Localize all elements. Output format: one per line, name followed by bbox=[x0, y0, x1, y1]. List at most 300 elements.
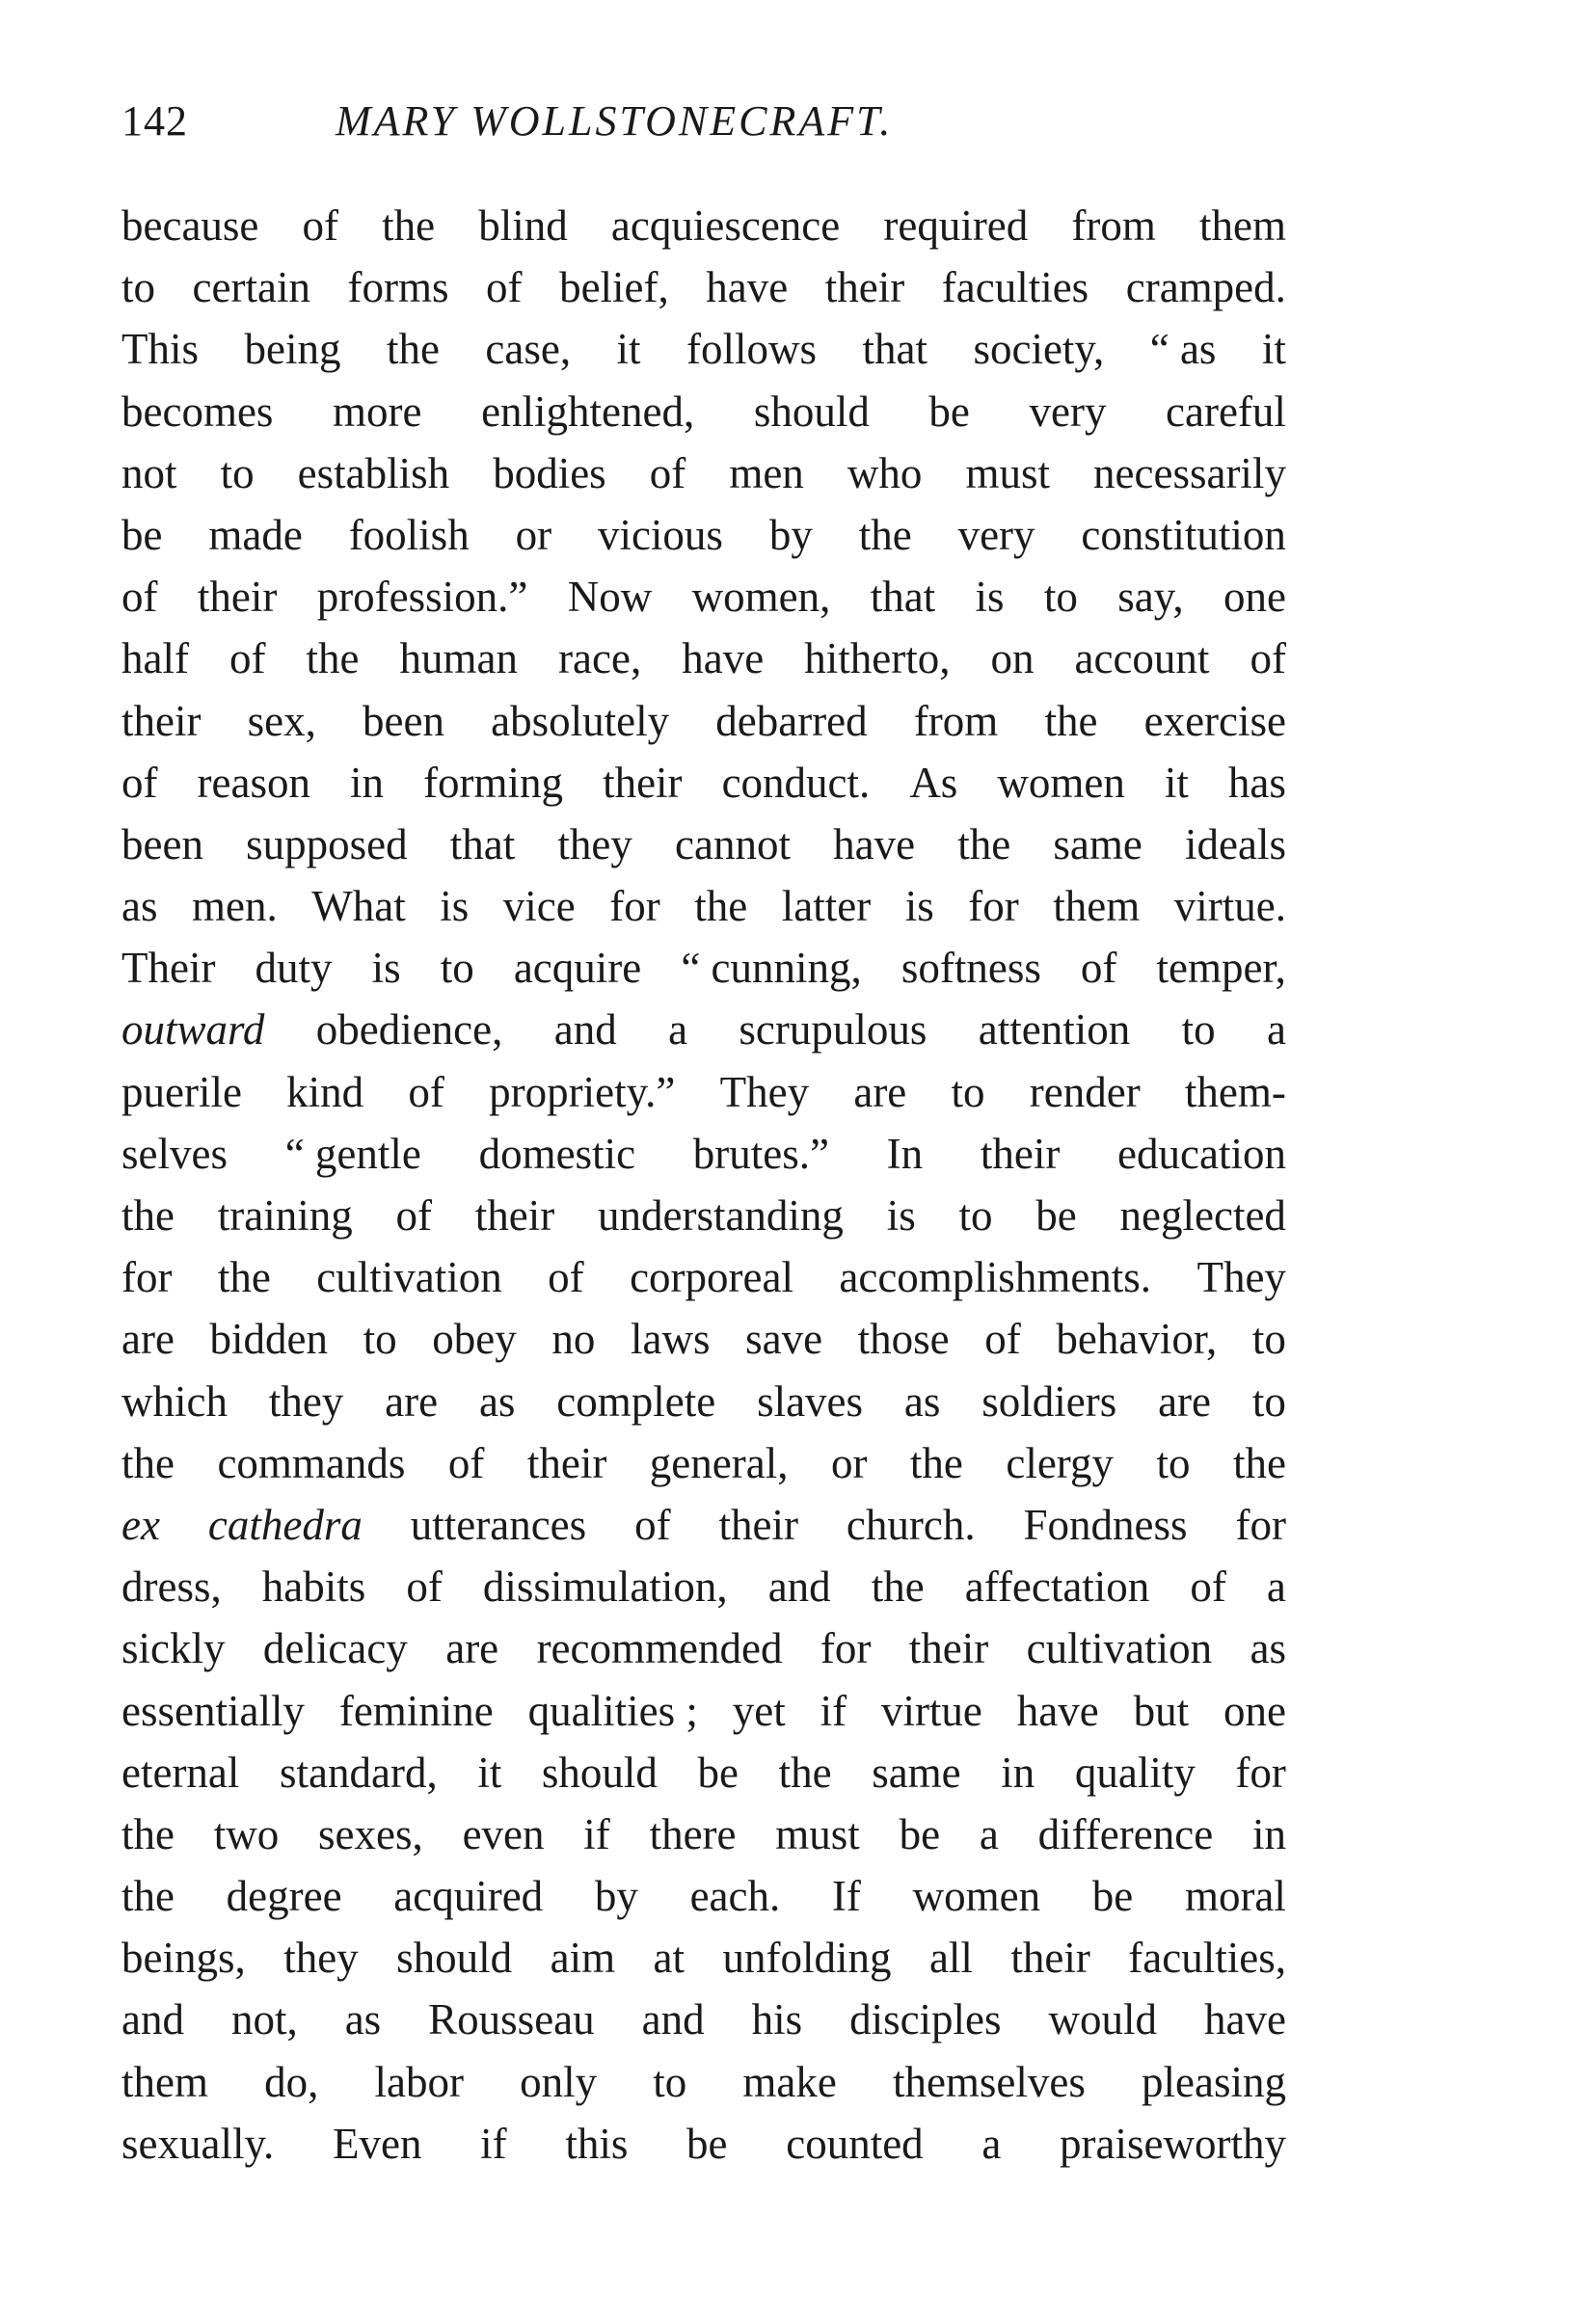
word: be bbox=[1035, 1191, 1077, 1240]
word: very bbox=[957, 510, 1035, 559]
text-line bbox=[121, 256, 1286, 318]
word: behavior, bbox=[1056, 1315, 1218, 1364]
word: utterances bbox=[410, 1500, 587, 1549]
word: of bbox=[649, 448, 686, 497]
word: sexually. bbox=[121, 2119, 275, 2168]
word: vicious bbox=[597, 510, 723, 559]
word: have bbox=[833, 819, 916, 868]
word: exercise bbox=[1143, 696, 1286, 745]
word: and bbox=[553, 1005, 617, 1055]
word: praiseworthy bbox=[1060, 2119, 1286, 2168]
word: faculties bbox=[941, 263, 1089, 312]
word: to bbox=[1251, 1376, 1286, 1426]
word: follows bbox=[686, 325, 818, 374]
word: only bbox=[520, 2057, 598, 2106]
word: are bbox=[445, 1624, 499, 1673]
word: of bbox=[548, 1253, 584, 1302]
word: to bbox=[951, 1067, 985, 1116]
text-line bbox=[121, 752, 1286, 814]
word: to bbox=[653, 2057, 687, 2106]
word: be bbox=[686, 2119, 728, 2168]
word: at bbox=[653, 1934, 685, 1983]
word: Even bbox=[332, 2119, 422, 2168]
word: women bbox=[912, 1872, 1041, 1921]
word: for bbox=[1235, 1500, 1286, 1549]
word: as bbox=[478, 1376, 516, 1426]
word: of bbox=[1080, 944, 1117, 993]
word: they bbox=[268, 1376, 344, 1426]
word: would bbox=[1048, 1995, 1158, 2044]
word: slaves bbox=[757, 1376, 864, 1426]
word: made bbox=[208, 510, 303, 559]
word: education bbox=[1117, 1129, 1286, 1178]
word: for bbox=[1235, 1748, 1286, 1797]
word: accomplishments. bbox=[839, 1253, 1152, 1302]
word: required bbox=[883, 201, 1029, 250]
word: careful bbox=[1166, 387, 1286, 436]
word: dissimulation, bbox=[482, 1563, 728, 1612]
word: because bbox=[121, 201, 259, 250]
text-line bbox=[121, 1185, 1286, 1246]
word: themselves bbox=[892, 2057, 1086, 2106]
text-line bbox=[121, 381, 1286, 442]
word: As bbox=[909, 758, 958, 807]
word: must bbox=[775, 1809, 860, 1858]
word: They bbox=[719, 1067, 810, 1116]
word: if bbox=[480, 2119, 507, 2168]
word: them bbox=[1053, 882, 1141, 931]
word: as bbox=[121, 882, 158, 931]
word: which bbox=[121, 1376, 228, 1426]
word: “ as bbox=[1149, 325, 1217, 374]
text-line bbox=[121, 1123, 1286, 1185]
word: those bbox=[857, 1315, 950, 1364]
text-line bbox=[121, 690, 1286, 752]
word: counted bbox=[786, 2119, 924, 2168]
word: their bbox=[474, 1191, 555, 1240]
word: to bbox=[1043, 573, 1078, 622]
word: and bbox=[641, 1995, 705, 2044]
word: cultivation bbox=[1026, 1624, 1213, 1673]
word: by bbox=[768, 510, 813, 559]
word: “ gentle bbox=[284, 1129, 421, 1178]
word: vice bbox=[502, 882, 576, 931]
word: virtue bbox=[880, 1686, 982, 1735]
word: have bbox=[706, 263, 789, 312]
word: aim bbox=[550, 1934, 616, 1983]
word: of bbox=[984, 1315, 1021, 1364]
text-line bbox=[121, 1371, 1286, 1432]
word: sickly bbox=[121, 1624, 226, 1673]
word: the bbox=[386, 325, 440, 374]
word: of bbox=[1250, 634, 1286, 683]
word: blind bbox=[478, 201, 568, 250]
text-line bbox=[121, 1556, 1286, 1617]
word: is bbox=[371, 944, 401, 993]
word: two bbox=[213, 1809, 280, 1858]
word: yet bbox=[732, 1686, 786, 1735]
word: for bbox=[121, 1253, 173, 1302]
word: of bbox=[395, 1191, 432, 1240]
word: are bbox=[1158, 1376, 1212, 1426]
word: faculties, bbox=[1128, 1934, 1286, 1983]
text-line bbox=[121, 504, 1286, 566]
word: the bbox=[957, 819, 1011, 868]
word: the bbox=[778, 1748, 832, 1797]
word: it bbox=[1261, 325, 1286, 374]
word: from bbox=[913, 696, 999, 745]
word: certain bbox=[192, 263, 310, 312]
text-line bbox=[121, 937, 1286, 999]
word: latter bbox=[781, 882, 872, 931]
word: profession.” bbox=[316, 573, 528, 622]
word: Their bbox=[121, 944, 216, 993]
word: obey bbox=[432, 1315, 517, 1364]
text-line bbox=[121, 2113, 1286, 2175]
word: softness bbox=[901, 944, 1041, 993]
word: a bbox=[981, 2119, 1002, 2168]
word: acquired bbox=[393, 1872, 544, 1921]
word: labor bbox=[374, 2057, 464, 2106]
word: hitherto, bbox=[804, 634, 951, 683]
word: scrupulous bbox=[739, 1005, 927, 1055]
word: it bbox=[1164, 758, 1189, 807]
word: be bbox=[121, 510, 163, 559]
text-line bbox=[121, 1865, 1286, 1927]
word: for bbox=[820, 1624, 872, 1673]
word: be bbox=[928, 387, 970, 436]
word: understanding bbox=[597, 1191, 844, 1240]
word: complete bbox=[556, 1376, 716, 1426]
word: even bbox=[462, 1809, 545, 1858]
word: the bbox=[871, 1563, 925, 1612]
word: or bbox=[830, 1438, 868, 1487]
word: same bbox=[1053, 819, 1142, 868]
word: constitution bbox=[1081, 510, 1286, 559]
word: a bbox=[979, 1809, 999, 1858]
word: feminine bbox=[338, 1686, 494, 1735]
word: the bbox=[121, 1191, 175, 1240]
word: acquire bbox=[513, 944, 642, 993]
word: do, bbox=[264, 2057, 319, 2106]
text-line bbox=[121, 999, 1286, 1060]
word: Now bbox=[567, 573, 653, 622]
word: be bbox=[697, 1748, 739, 1797]
word: be bbox=[1091, 1872, 1134, 1921]
word: of bbox=[447, 1438, 485, 1487]
word: church. bbox=[846, 1500, 976, 1549]
word: quality bbox=[1074, 1748, 1196, 1797]
word: qualities ; bbox=[527, 1686, 698, 1735]
page-header bbox=[121, 93, 1288, 150]
word: not bbox=[121, 448, 177, 497]
word: degree bbox=[226, 1872, 342, 1921]
word: by bbox=[594, 1872, 638, 1921]
word: make bbox=[742, 2057, 837, 2106]
word: to bbox=[1181, 1005, 1216, 1055]
word: for bbox=[968, 882, 1019, 931]
word: is bbox=[886, 1191, 916, 1240]
word: who bbox=[847, 448, 923, 497]
word: outward bbox=[121, 1005, 265, 1055]
word: their bbox=[1010, 1934, 1090, 1983]
word: very bbox=[1029, 387, 1107, 436]
word: been bbox=[363, 696, 444, 745]
word: to bbox=[220, 448, 255, 497]
word: the bbox=[694, 882, 748, 931]
word: conduct. bbox=[721, 758, 871, 807]
word: men bbox=[729, 448, 804, 497]
word: all bbox=[928, 1934, 973, 1983]
word: is bbox=[904, 882, 934, 931]
word: that bbox=[449, 819, 516, 868]
word: the bbox=[121, 1438, 175, 1487]
word: must bbox=[965, 448, 1050, 497]
text-line bbox=[121, 442, 1286, 504]
word: In bbox=[886, 1129, 924, 1178]
word: corporeal bbox=[630, 1253, 793, 1302]
word: has bbox=[1227, 758, 1286, 807]
word: from bbox=[1071, 201, 1156, 250]
word: soldiers bbox=[981, 1376, 1117, 1426]
word: beings, bbox=[121, 1934, 246, 1983]
word: each. bbox=[689, 1872, 781, 1921]
word: in bbox=[1001, 1748, 1035, 1797]
page-number: 142 bbox=[121, 97, 188, 145]
text-line bbox=[121, 1803, 1286, 1865]
word: one bbox=[1223, 1686, 1286, 1735]
word: of bbox=[229, 634, 266, 683]
word: domestic bbox=[478, 1129, 636, 1178]
word: the bbox=[217, 1253, 271, 1302]
word: of bbox=[406, 1563, 443, 1612]
word: there bbox=[649, 1809, 737, 1858]
word: becomes bbox=[121, 387, 274, 436]
text-line bbox=[121, 875, 1286, 937]
word: is bbox=[975, 573, 1005, 622]
word: temper, bbox=[1156, 944, 1286, 993]
word: eternal bbox=[121, 1748, 240, 1797]
word: to bbox=[121, 263, 156, 312]
word: establish bbox=[297, 448, 450, 497]
word: unfolding bbox=[722, 1934, 892, 1983]
word: them bbox=[1199, 201, 1286, 250]
word: bodies bbox=[493, 448, 606, 497]
text-line bbox=[121, 1432, 1286, 1494]
word: if bbox=[583, 1809, 610, 1858]
word: have bbox=[1016, 1686, 1099, 1735]
text-line bbox=[121, 1742, 1286, 1803]
word: attention bbox=[978, 1005, 1131, 1055]
word: in bbox=[1251, 1809, 1286, 1858]
text-line bbox=[121, 1617, 1286, 1679]
word: men. bbox=[192, 882, 278, 931]
word: enlightened, bbox=[481, 387, 695, 436]
word: If bbox=[831, 1872, 861, 1921]
word: dress, bbox=[121, 1563, 222, 1612]
word: This bbox=[121, 325, 200, 374]
word: as bbox=[1250, 1624, 1286, 1673]
word: the bbox=[909, 1438, 963, 1487]
word: them- bbox=[1184, 1067, 1286, 1116]
word: ideals bbox=[1185, 819, 1286, 868]
word: the bbox=[1232, 1438, 1286, 1487]
body-text bbox=[121, 195, 1286, 2175]
word: commands bbox=[217, 1438, 406, 1487]
word: propriety.” bbox=[489, 1067, 676, 1116]
text-line bbox=[121, 1308, 1286, 1370]
word: their bbox=[603, 758, 683, 807]
word: a bbox=[1266, 1005, 1286, 1055]
word: a bbox=[668, 1005, 688, 1055]
word: say, bbox=[1117, 573, 1184, 622]
word: their bbox=[824, 263, 905, 312]
text-line bbox=[121, 1680, 1286, 1742]
word: of bbox=[408, 1067, 444, 1116]
word: for bbox=[609, 882, 660, 931]
word: their bbox=[121, 696, 202, 745]
word: his bbox=[751, 1995, 803, 2044]
word: but bbox=[1133, 1686, 1190, 1735]
word: should bbox=[396, 1934, 513, 1983]
word: should bbox=[753, 387, 870, 436]
word: to bbox=[1251, 1315, 1286, 1364]
word: are bbox=[853, 1067, 907, 1116]
word: in bbox=[350, 758, 385, 807]
word: cathedra bbox=[207, 1500, 363, 1549]
word: as bbox=[344, 1995, 382, 2044]
word: women, bbox=[691, 573, 831, 622]
word: debarred bbox=[715, 696, 868, 745]
word: habits bbox=[261, 1563, 366, 1612]
word: disciples bbox=[849, 1995, 1002, 2044]
word: to bbox=[958, 1191, 993, 1240]
word: is bbox=[440, 882, 470, 931]
word: virtue. bbox=[1173, 882, 1286, 931]
word: forming bbox=[423, 758, 564, 807]
word: of bbox=[486, 263, 523, 312]
word: of bbox=[1190, 1563, 1226, 1612]
word: they bbox=[283, 1934, 359, 1983]
word: cramped. bbox=[1125, 263, 1286, 312]
word: their bbox=[526, 1438, 607, 1487]
text-line bbox=[121, 628, 1286, 689]
word: cultivation bbox=[316, 1253, 502, 1302]
word: the bbox=[306, 634, 360, 683]
word: to bbox=[1156, 1438, 1191, 1487]
word: affectation bbox=[964, 1563, 1150, 1612]
word: the bbox=[382, 201, 436, 250]
word: half bbox=[121, 634, 189, 683]
word: race, bbox=[558, 634, 642, 683]
word: forms bbox=[347, 263, 449, 312]
word: clergy bbox=[1006, 1438, 1114, 1487]
word: save bbox=[745, 1315, 823, 1364]
word: the bbox=[121, 1872, 175, 1921]
running-title: MARY WOLLSTONECRAFT. bbox=[336, 97, 894, 145]
word: essentially bbox=[121, 1686, 305, 1735]
word: and bbox=[767, 1563, 831, 1612]
word: cannot bbox=[675, 819, 791, 868]
word: are bbox=[385, 1376, 439, 1426]
word: their bbox=[718, 1500, 798, 1549]
word: are bbox=[121, 1315, 175, 1364]
word: of bbox=[121, 758, 158, 807]
word: duty bbox=[255, 944, 333, 993]
word: sex, bbox=[247, 696, 316, 745]
word: to bbox=[363, 1315, 397, 1364]
word: belief, bbox=[559, 263, 669, 312]
word: necessarily bbox=[1093, 448, 1286, 497]
word: selves bbox=[121, 1129, 228, 1178]
word: the bbox=[1044, 696, 1098, 745]
word: this bbox=[565, 2119, 629, 2168]
word: have bbox=[682, 634, 765, 683]
word: recommended bbox=[536, 1624, 783, 1673]
text-line bbox=[121, 1246, 1286, 1308]
word: women bbox=[997, 758, 1125, 807]
word: their bbox=[197, 573, 278, 622]
word: society, bbox=[973, 325, 1105, 374]
word: bidden bbox=[209, 1315, 329, 1364]
word: that bbox=[870, 573, 936, 622]
word: they bbox=[557, 819, 632, 868]
word: more bbox=[333, 387, 422, 436]
word: laws bbox=[630, 1315, 711, 1364]
word: obedience, bbox=[315, 1005, 503, 1055]
word: puerile bbox=[121, 1067, 242, 1116]
word: sexes, bbox=[318, 1809, 423, 1858]
word: to bbox=[440, 944, 474, 993]
word: neglected bbox=[1119, 1191, 1286, 1240]
word: foolish bbox=[348, 510, 470, 559]
word: have bbox=[1203, 1995, 1286, 2044]
word: acquiescence bbox=[610, 201, 841, 250]
word: account bbox=[1074, 634, 1210, 683]
word: brutes.” bbox=[692, 1129, 829, 1178]
word: kind bbox=[286, 1067, 364, 1116]
word: being bbox=[244, 325, 341, 374]
text-line bbox=[121, 318, 1286, 380]
word: that bbox=[862, 325, 927, 374]
word: not, bbox=[230, 1995, 298, 2044]
word: reason bbox=[197, 758, 310, 807]
word: absolutely bbox=[491, 696, 670, 745]
word: be bbox=[899, 1809, 941, 1858]
word: no bbox=[551, 1315, 596, 1364]
word: on bbox=[990, 634, 1035, 683]
text-line bbox=[121, 814, 1286, 875]
word: Rousseau bbox=[428, 1995, 595, 2044]
word: it bbox=[477, 1748, 502, 1797]
word: moral bbox=[1184, 1872, 1286, 1921]
word: difference bbox=[1037, 1809, 1214, 1858]
word: training bbox=[217, 1191, 353, 1240]
word: ex bbox=[121, 1500, 160, 1549]
word: of bbox=[121, 573, 158, 622]
word: if bbox=[820, 1686, 847, 1735]
text-line bbox=[121, 1061, 1286, 1123]
word: the bbox=[858, 510, 912, 559]
word: Fondness bbox=[1023, 1500, 1188, 1549]
word: What bbox=[311, 882, 406, 931]
word: and bbox=[121, 1995, 184, 2044]
word: as bbox=[903, 1376, 941, 1426]
word: it bbox=[616, 325, 641, 374]
text-line bbox=[121, 1927, 1286, 1989]
text-line bbox=[121, 195, 1286, 256]
word: of bbox=[302, 201, 339, 250]
